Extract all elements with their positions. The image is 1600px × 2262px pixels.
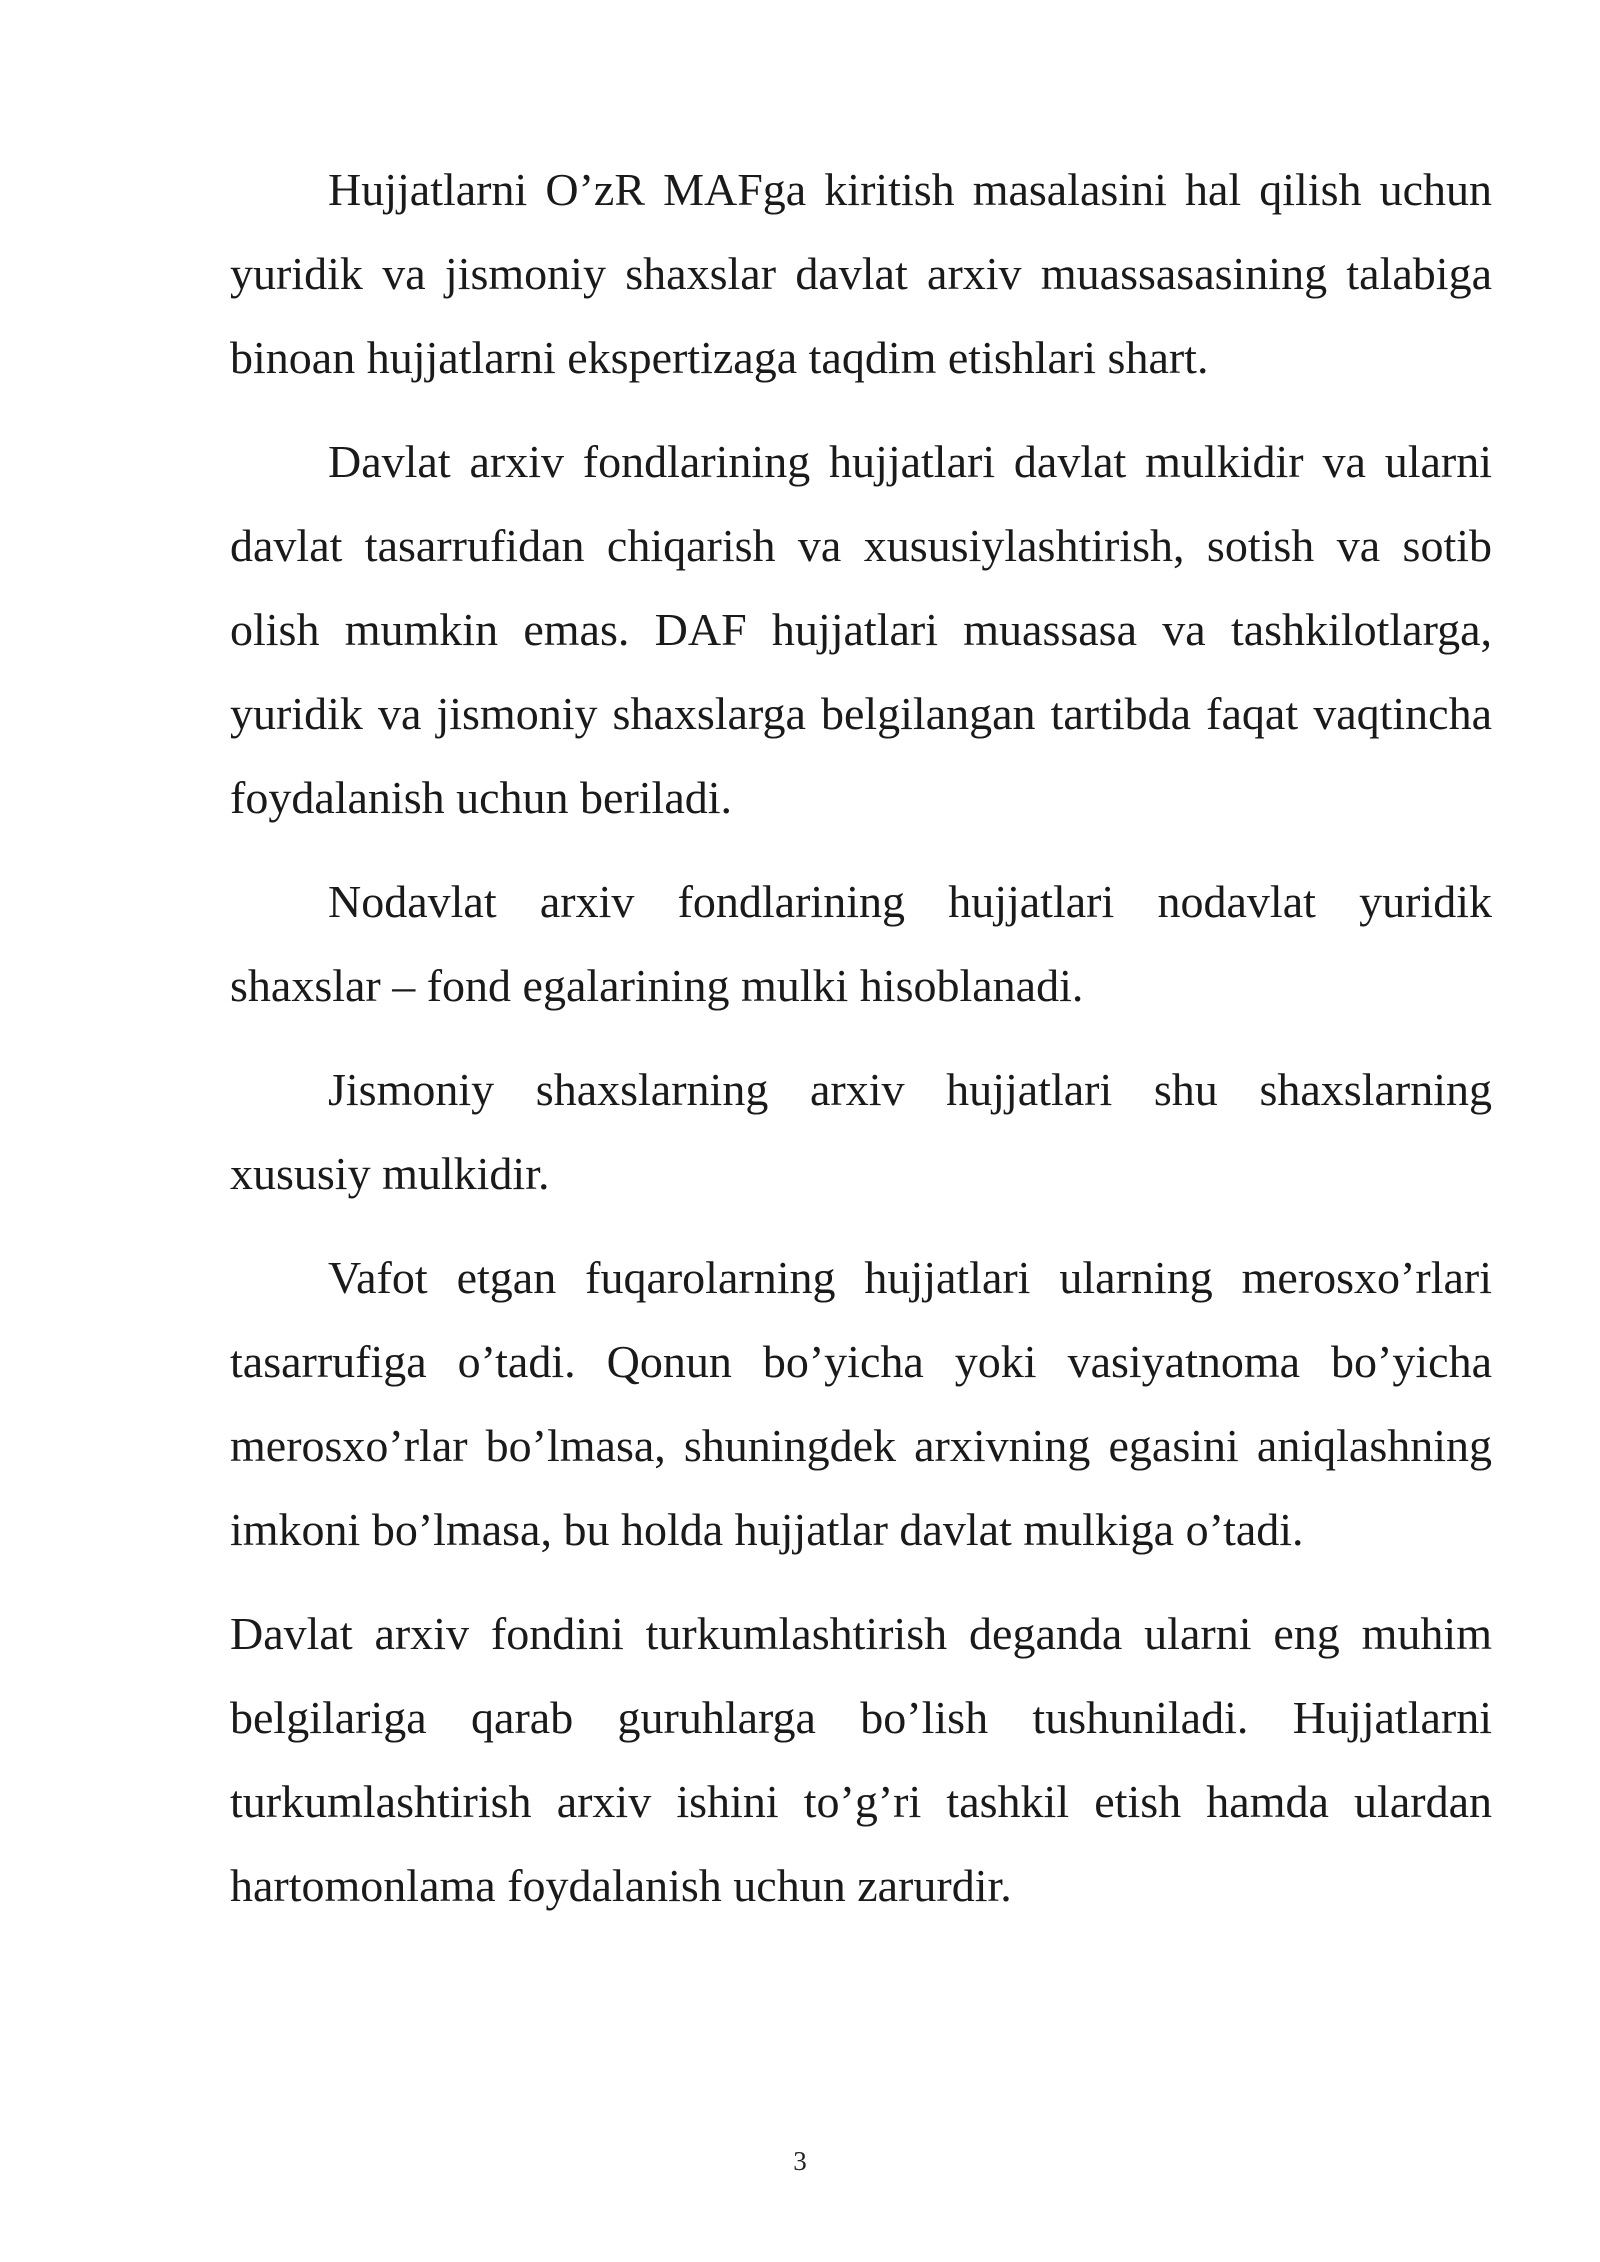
page-number: 3 [793,2146,807,2176]
paragraph-4: Jismoniy shaxslarning arxiv hujjatlari shu shaxslarning xususiy mulkidir. [230,1064,1492,1199]
paragraph-6: Davlat arxiv fondini turkumlashtirish deganda ularni eng muhim belgilariga qarab guruhlarga bo’lish tushuniladi. Hujjatlarni turkumlashtirish arxiv ishini to’g’ri tashkil etish hamda ulardan hartomonlama foydalanish uchun zarurdir. [230,1608,1492,1911]
paragraph-3: Nodavlat arxiv fondlarining hujjatlari nodavlat yuridik shaxslar – fond egalarining mulki hisoblanadi. [230,876,1492,1011]
document-body [230,148,1492,1948]
paragraph-1: Hujjatlarni O’zR MAFga kiritish masalasini hal qilish uchun yuridik va jismoniy shaxslar davlat arxiv muassasasining talabiga binoan hujjatlarni ekspertizaga taqdim etishlari shart. [230,164,1492,383]
paragraph-5: Vafot etgan fuqarolarning hujjatlari ularning merosxo’rlari tasarrufiga o’tadi. Qonun bo’yicha yoki vasiyatnoma bo’yicha merosxo’rlar bo’lmasa, shuningdek arxivning egasini aniqlashning imkoni bo’lmasa, bu holda hujjatlar davlat mulkiga o’tadi. [230,1252,1492,1555]
paragraph-2: Davlat arxiv fondlarining hujjatlari davlat mulkidir va ularni davlat tasarrufidan chiqarish va xususiylashtirish, sotish va sotib olish mumkin emas. DAF hujjatlari muassasa va tashkilotlarga, yuridik va jismoniy shaxslarga belgilangan tartibda faqat vaqtincha foydalanish uchun beriladi. [230,436,1492,823]
